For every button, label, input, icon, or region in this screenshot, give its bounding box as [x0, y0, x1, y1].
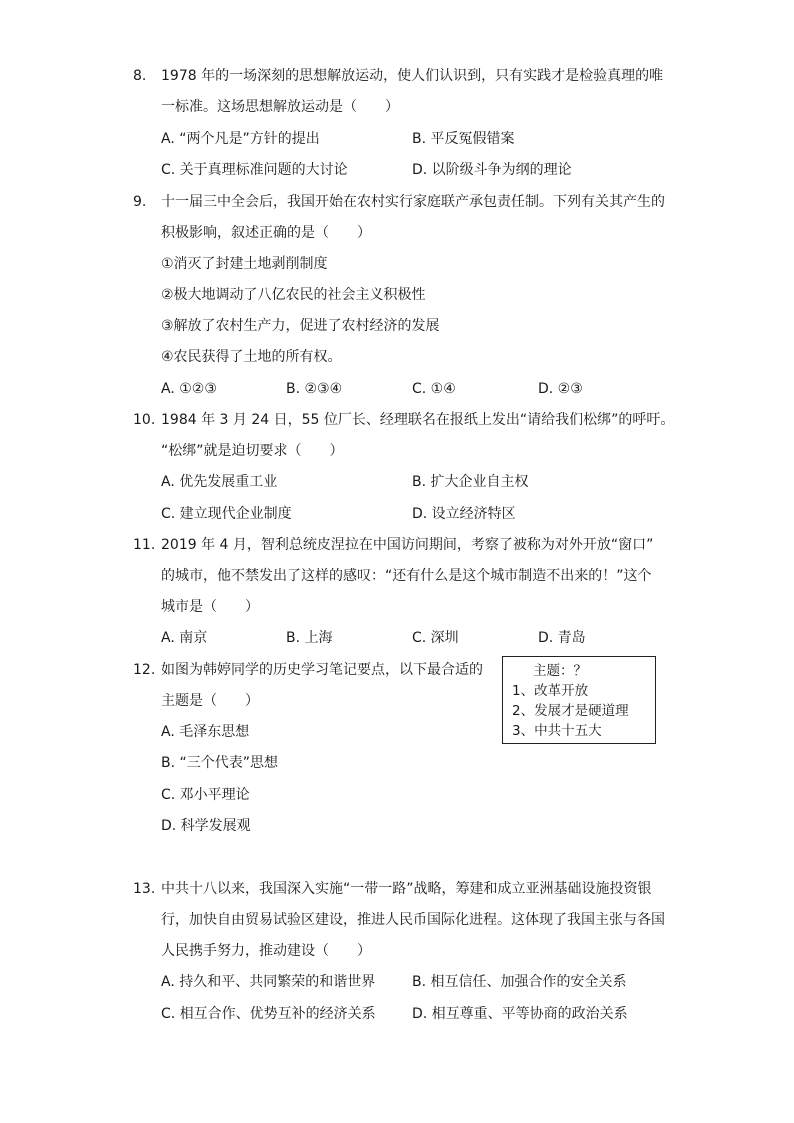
question-stem-line: 1978 年的一场深刻的思想解放运动，使人们认识到，只有实践才是检验真理的唯 [161, 68, 664, 84]
option-a: A. 毛泽东思想 [161, 724, 250, 740]
option-c: C. 建立现代企业制度 [161, 506, 292, 522]
option-a: A. “两个凡是”方针的提出 [161, 131, 320, 147]
option-d: D. ②③ [538, 381, 583, 397]
question-stem-line: 的城市，他不禁发出了这样的感叹：“还有什么是这个城市制造不出来的！”这个 [161, 568, 652, 584]
question-stem-line: 1984 年 3 月 24 日，55 位厂长、经理联名在报纸上发出“请给我们松绑”的呼吁。 [161, 412, 675, 428]
option-b: B. 扩大企业自主权 [412, 474, 529, 490]
question-number: 9. [133, 194, 147, 210]
option-a: A. ①②③ [161, 381, 217, 397]
question-number: 12. [133, 662, 156, 678]
statement-item: ①消灭了封建土地剥削制度 [161, 256, 328, 272]
note-box [502, 656, 656, 744]
question-stem-line: 城市是（ ） [161, 599, 259, 615]
option-c: C. 邓小平理论 [161, 787, 250, 803]
question-stem-line: “松绑”就是迫切要求（ ） [161, 443, 344, 459]
note-box-item: 1、改革开放 [512, 683, 589, 699]
option-b: B. 平反冤假错案 [412, 131, 515, 147]
statement-item: ④农民获得了土地的所有权。 [161, 349, 342, 365]
question-stem-line: 2019 年 4 月，智利总统皮涅拉在中国访问期间，考察了被称为对外开放“窗口” [161, 537, 654, 553]
question-number: 10. [133, 412, 156, 428]
question-stem-line: 如图为韩婷同学的历史学习笔记要点，以下最合适的 [161, 662, 483, 678]
option-d: D. 设立经济特区 [412, 506, 516, 522]
question-number: 11. [133, 537, 156, 553]
option-c: C. 深圳 [412, 630, 459, 646]
option-a: A. 持久和平、共同繁荣的和谐世界 [161, 974, 376, 990]
question-stem-line: 行，加快自由贸易试验区建设，推进人民币国际化进程。这体现了我国主张与各国 [161, 912, 665, 928]
question-stem-line: 中共十八以来，我国深入实施“一带一路”战略，筹建和成立亚洲基础设施投资银 [161, 881, 652, 897]
statement-item: ③解放了农村生产力，促进了农村经济的发展 [161, 318, 440, 334]
note-box-title: 主题：？ [533, 663, 587, 679]
question-stem-line: 十一届三中全会后，我国开始在农村实行家庭联产承包责任制。下列有关其产生的 [161, 194, 665, 210]
option-a: A. 优先发展重工业 [161, 474, 278, 490]
option-a: A. 南京 [161, 630, 208, 646]
option-c: C. 相互合作、优势互补的经济关系 [161, 1006, 376, 1022]
option-b: B. “三个代表”思想 [161, 755, 279, 771]
question-number: 8. [133, 68, 147, 84]
option-c: C. 关于真理标准问题的大讨论 [161, 162, 348, 178]
option-d: D. 以阶级斗争为纲的理论 [412, 162, 572, 178]
option-d: D. 相互尊重、平等协商的政治关系 [412, 1006, 628, 1022]
note-box-item: 3、中共十五大 [512, 723, 602, 739]
option-c: C. ①④ [412, 381, 456, 397]
question-stem-line: 一标准。这场思想解放运动是（ ） [161, 99, 399, 115]
note-box-item: 2、发展才是硬道理 [512, 703, 629, 719]
option-b: B. 相互信任、加强合作的安全关系 [412, 974, 627, 990]
question-stem-line: 积极影响，叙述正确的是（ ） [161, 225, 371, 241]
question-stem-line: 主题是（ ） [161, 693, 259, 709]
option-b: B. ②③④ [286, 381, 343, 397]
statement-item: ②极大地调动了八亿农民的社会主义积极性 [161, 287, 426, 303]
option-d: D. 科学发展观 [161, 818, 251, 834]
question-stem-line: 人民携手努力，推动建设（ ） [161, 943, 371, 959]
option-d: D. 青岛 [538, 630, 586, 646]
option-b: B. 上海 [286, 630, 333, 646]
question-number: 13. [133, 881, 156, 897]
